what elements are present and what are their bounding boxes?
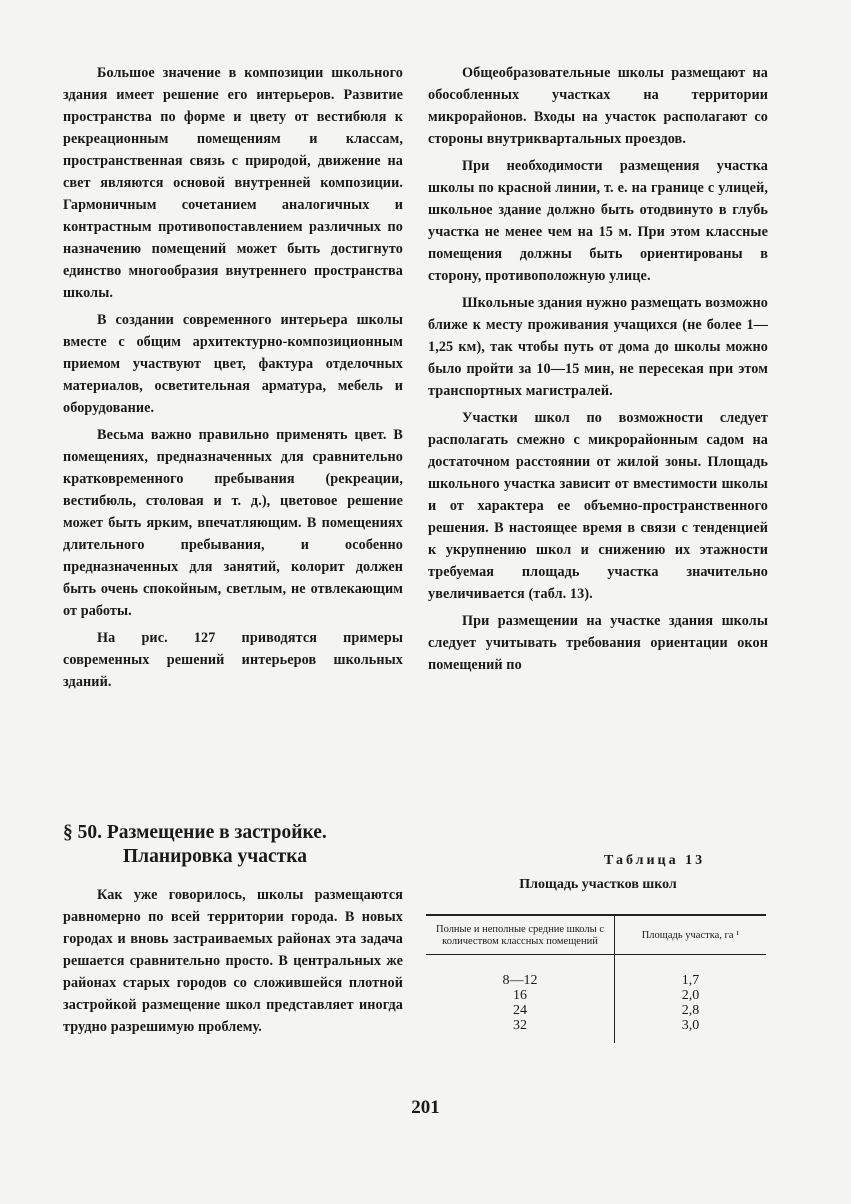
table-row xyxy=(426,1003,766,1018)
paragraph: Школьные здания нужно размещать возможно ближе к месту проживания учащихся (не более 1—1,25 км), так чтобы путь от дома до школы можно было пройти за 10—15 мин, не пересекая при этом транспортных магистралей. xyxy=(428,295,768,399)
table-cell: 8—12 xyxy=(426,955,615,989)
paragraph: Общеобразовательные школы размещают на обособленных участках на территории микрорайонов. Входы на участок располагают со стороны внутриквартальных проездов. xyxy=(428,65,768,147)
table-header-cell: Площадь участка, га ¹ xyxy=(615,915,767,955)
table-caption: Таблица 13 xyxy=(604,853,706,868)
paragraph: При необходимости размещения участка школы по красной линии, т. е. на границе с улицей, школьное здание должно быть отодвинуто в глубь участка не менее чем на 15 м. При этом классные помещения должны быть ориентированы в сторону, противоположную улице. xyxy=(428,158,768,284)
table-cell: 2,0 xyxy=(681,988,700,1003)
table-title: Площадь участков школ xyxy=(519,877,677,892)
right-column xyxy=(428,62,768,681)
table-cell: 16 xyxy=(426,988,615,1003)
table-row xyxy=(426,955,766,989)
paragraph: Как уже говорилось, школы размещаются равномерно по всей территории города. В новых городах и вновь застраиваемых районах эта задача решается сравнительно просто. В центральных же районах старых городов со сложившейся плотной застройкой размещение школ представляет иногда трудно разрешимую проблему. xyxy=(63,887,403,1035)
section-heading-line2: Планировка участка xyxy=(123,846,307,867)
paragraph: Весьма важно правильно применять цвет. В помещениях, предназначенных для сравнительно кратковременного пребывания (рекреации, вестибюль, столовая и т. д.), цветовое решение может быть ярким, впечатляющим. В помещениях длительного пребывания, и особенно предназначенных для занятий, колорит должен быть очень спокойным, светлым, не отвлекающим от работы. xyxy=(63,427,403,619)
table-row xyxy=(426,1018,766,1043)
table-cell: 1,7 xyxy=(681,973,700,988)
left-column xyxy=(63,62,403,698)
table-cell: 32 xyxy=(426,1018,615,1043)
section-heading xyxy=(63,821,413,869)
page-number: 201 xyxy=(411,1097,440,1118)
table-header-row xyxy=(426,915,766,955)
paragraph: В создании современного интерьера школы вместе с общим архитектурно-композиционным приемом участвуют цвет, фактура отделочных материалов, осветительная арматура, мебель и оборудование. xyxy=(63,312,403,416)
table-header-cell: Полные и неполные средние школы с количеством классных помещений xyxy=(426,915,615,955)
section-body xyxy=(63,884,403,1043)
table-cell: 3,0 xyxy=(681,1018,700,1033)
paragraph: Участки школ по возможности следует располагать смежно с микрорайонным садом на достаточном расстоянии от жилой зоны. Площадь школьного участка зависит от вместимости школы и от характера ее объемно-пространственного решения. В настоящее время в связи с тенденцией к укрупнению школ и снижению их этажности требуемая площадь участка значительно увеличивается (табл. 13). xyxy=(428,410,768,602)
paragraph: На рис. 127 приводятся примеры современных решений интерьеров школьных зданий. xyxy=(63,630,403,690)
table-row xyxy=(426,988,766,1003)
table-cell: 24 xyxy=(426,1003,615,1018)
paragraph: Большое значение в композиции школьного здания имеет решение его интерьеров. Развитие пространства по форме и цвету от вестибюля к рекреационным помещениям и классам, пространственная связь с природой, движение на свет являются основой внутренней композиции. Гармоничным сочетанием аналогичных и контрастным противопоставлением различных по назначению помещений может быть достигнуто единство многообразия внутреннего пространства школы. xyxy=(63,65,403,301)
school-area-table xyxy=(426,914,766,1043)
paragraph: При размещении на участке здания школы следует учитывать требования ориентации окон помещений по xyxy=(428,613,768,673)
table-cell: 2,8 xyxy=(681,1003,700,1018)
section-heading-line1: § 50. Размещение в застройке. xyxy=(63,822,327,843)
